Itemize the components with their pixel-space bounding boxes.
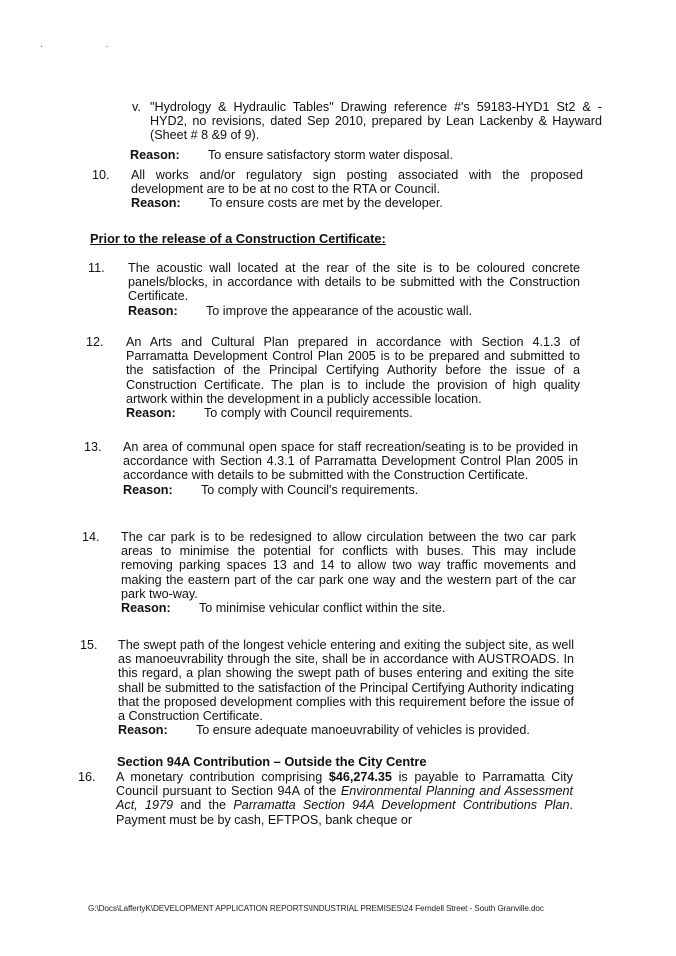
reason-line [128, 304, 580, 318]
item-number: 13. [84, 440, 102, 454]
item-text: "Hydrology & Hydraulic Tables" Drawing reference #'s 59183-HYD1 St2 & -HYD2, no revisions, dated Sep 2010, prepared by Lean Lackenby & Hayward (Sheet # 8 &9 of 9). [150, 100, 602, 143]
reason-line [130, 148, 610, 162]
item-text: The acoustic wall located at the rear of the site is to be coloured concrete panels/blocks, in accordance with details to be submitted with the Construction Certificate. [128, 261, 580, 304]
item-number: 10. [92, 168, 110, 182]
reason-label: Reason: [130, 148, 180, 162]
reason-text: To ensure adequate manoeuvrability of vehicles is provided. [196, 723, 530, 738]
reason-line [126, 406, 580, 420]
reason-text: To minimise vehicular conflict within the site. [199, 601, 446, 616]
item-marker: v. [132, 100, 141, 114]
reason-line [123, 483, 578, 497]
reason-text: To comply with Council requirements. [204, 406, 413, 421]
item-text: The car park is to be redesigned to allow circulation between the two car park areas to minimise the potential for conflicts with buses. This may include removing parking spaces 13 and 14 to allow two way traffic movements and making the eastern part of the car park one way and the western part of the car park two-way. [121, 530, 576, 601]
item-number: 16. [78, 770, 96, 784]
reason-text: To ensure costs are met by the developer. [209, 196, 443, 211]
reason-label: Reason: [118, 723, 168, 738]
item-text: An area of communal open space for staff recreation/seating is to be provided in accordance with Section 4.3.1 of Parramatta Development Control Plan 2005 in accordance with details to be submitted with the Construction Certificate. [123, 440, 578, 483]
section-heading: Prior to the release of a Construction Certificate: [90, 231, 386, 246]
text-part: is payable to Parramatta City Council pursuant to Section 94A of the [116, 770, 573, 799]
item-number: 15. [80, 638, 98, 652]
text-part: and the [172, 798, 234, 813]
text-part: A monetary contribution comprising [116, 770, 329, 784]
plan-title: Parramatta Section 94A Development Contributions Plan [233, 798, 570, 813]
reason-label: Reason: [131, 196, 181, 211]
item-text [116, 770, 573, 827]
scan-specks: . . [40, 39, 139, 50]
reason-line [121, 601, 576, 615]
reason-label: Reason: [126, 406, 176, 421]
reason-label: Reason: [123, 482, 173, 497]
reason-text: To comply with Council's requirements. [201, 482, 419, 497]
act-title: Environmental Planning and Assessment Act, 1979 [116, 784, 573, 813]
contribution-amount: $46,274.35 [328, 770, 392, 784]
item-text: An Arts and Cultural Plan prepared in accordance with Section 4.1.3 of Parramatta Development Control Plan 2005 is to be prepared and submitted to the satisfaction of the Principal Certifying Authority before the issue of a Construction Certificate. The plan is to include the provision of high quality artwork within the development in a publicly accessible location. [126, 335, 580, 406]
section-subheading: Section 94A Contribution – Outside the City Centre [117, 754, 427, 769]
reason-text: To improve the appearance of the acoustic wall. [206, 303, 473, 318]
reason-label: Reason: [121, 601, 171, 616]
item-text: The swept path of the longest vehicle entering and exiting the subject site, as well as manoeuvrability through the site, shall be in accordance with AUSTROADS. In this regard, a plan showing the swept path of buses entering and exiting the site shall be submitted to the satisfaction of the Principal Certifying Authority indicating that the proposed development complies with this requirement before the issue of a Construction Certificate. [118, 638, 574, 724]
reason-line [118, 723, 574, 737]
file-path-footer: G:\Docs\LaffertyK\DEVELOPMENT APPLICATION REPORTS\INDUSTRIAL PREMISES\24 Ferndell Street - South Granville.doc [88, 904, 544, 913]
item-text: All works and/or regulatory sign posting associated with the proposed development are to be at no cost to the RTA or Council. [131, 168, 583, 197]
item-number: 12. [86, 335, 104, 349]
reason-text: To ensure satisfactory storm water disposal. [208, 148, 453, 162]
reason-line [131, 196, 583, 210]
item-number: 14. [82, 530, 100, 544]
text-part: . Payment must be by cash, EFTPOS, bank cheque or [116, 798, 573, 827]
reason-label: Reason: [128, 303, 178, 318]
item-number: 11. [88, 261, 105, 275]
